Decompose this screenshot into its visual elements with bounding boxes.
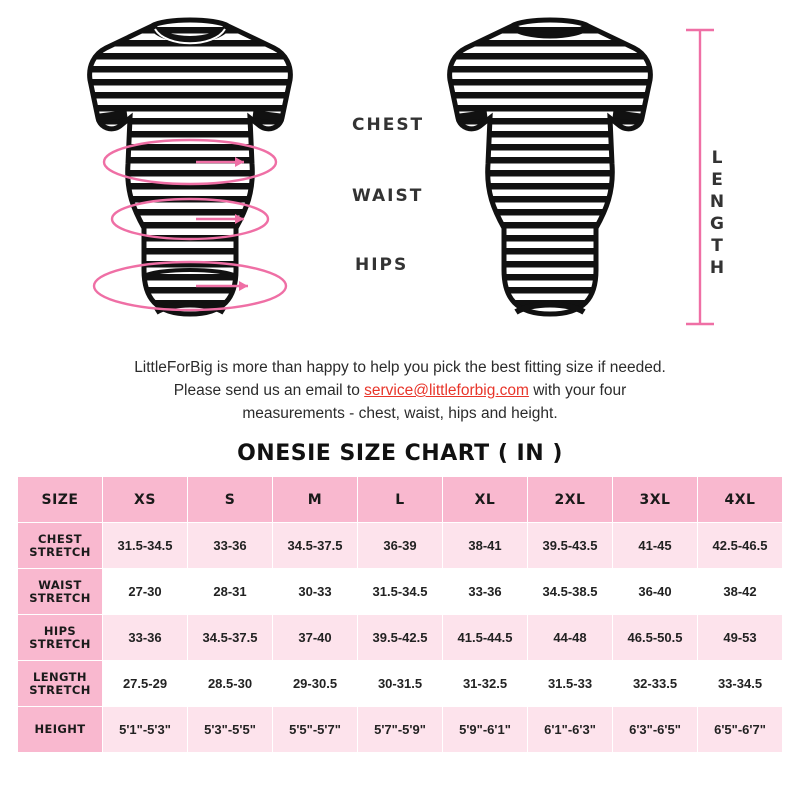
row-label-hips-stretch (18, 615, 103, 661)
cell-hips-xs: 33-36 (103, 615, 188, 661)
cell-height-m: 5'5"-5'7" (273, 707, 358, 753)
row-label-hips-line1: HIPS (43, 623, 77, 638)
waist-label: WAIST (352, 186, 424, 206)
cell-waist-s: 28-31 (188, 569, 273, 615)
cell-length-s: 28.5-30 (188, 661, 273, 707)
cell-hips-4xl: 49-53 (698, 615, 783, 661)
support-email-link[interactable]: service@littleforbig.com (364, 382, 529, 399)
cell-height-xs: 5'1"-5'3" (103, 707, 188, 753)
header-size: SIZE (18, 477, 103, 523)
cell-length-3xl: 32-33.5 (613, 661, 698, 707)
header-size-xl: XL (443, 477, 528, 523)
hips-label: HIPS (355, 255, 409, 275)
cell-length-m: 29-30.5 (273, 661, 358, 707)
onesie-front-image (60, 14, 320, 334)
cell-height-4xl: 6'5"-6'7" (698, 707, 783, 753)
help-line-2 (50, 379, 750, 402)
cell-waist-xl: 33-36 (443, 569, 528, 615)
header-size-xs: XS (103, 477, 188, 523)
table-row (18, 615, 783, 661)
cell-height-3xl: 6'3"-6'5" (613, 707, 698, 753)
help-text (50, 356, 750, 425)
cell-waist-2xl: 34.5-38.5 (528, 569, 613, 615)
row-label-height-line1: HEIGHT (34, 722, 86, 736)
table-row (18, 707, 783, 753)
cell-chest-xl: 38-41 (443, 523, 528, 569)
cell-chest-s: 33-36 (188, 523, 273, 569)
row-label-height (18, 707, 103, 753)
size-chart-table-wrapper (17, 476, 783, 753)
header-size-s: S (188, 477, 273, 523)
cell-chest-4xl: 42.5-46.5 (698, 523, 783, 569)
row-label-waist-stretch (18, 569, 103, 615)
cell-chest-2xl: 39.5-43.5 (528, 523, 613, 569)
help-line-2-suffix: with your four (528, 382, 627, 399)
cell-hips-2xl: 44-48 (528, 615, 613, 661)
cell-length-xs: 27.5-29 (103, 661, 188, 707)
cell-height-xl: 5'9"-6'1" (443, 707, 528, 753)
cell-waist-xs: 27-30 (103, 569, 188, 615)
cell-chest-l: 36-39 (358, 523, 443, 569)
cell-waist-4xl: 38-42 (698, 569, 783, 615)
cell-height-s: 5'3"-5'5" (188, 707, 273, 753)
garment-illustration (0, 0, 800, 350)
cell-height-l: 5'7"-5'9" (358, 707, 443, 753)
row-label-waist-line1: WAIST (38, 577, 82, 592)
cell-length-xl: 31-32.5 (443, 661, 528, 707)
row-label-chest-line1: CHEST (37, 531, 83, 546)
header-size-2xl: 2XL (528, 477, 613, 523)
onesie-back-image (420, 14, 680, 334)
cell-waist-3xl: 36-40 (613, 569, 698, 615)
cell-height-2xl: 6'1"-6'3" (528, 707, 613, 753)
table-row (18, 569, 783, 615)
row-label-waist-line2: STRETCH (29, 590, 91, 605)
table-row (18, 661, 783, 707)
header-size-m: M (273, 477, 358, 523)
cell-hips-m: 37-40 (273, 615, 358, 661)
help-line-1: LittleForBig is more than happy to help you pick the best fitting size if needed. (134, 359, 666, 376)
chest-label: CHEST (352, 115, 425, 135)
row-label-length-stretch (18, 661, 103, 707)
header-size-4xl: 4XL (698, 477, 783, 523)
cell-chest-m: 34.5-37.5 (273, 523, 358, 569)
cell-length-2xl: 31.5-33 (528, 661, 613, 707)
table-header-row (18, 477, 783, 523)
cell-hips-l: 39.5-42.5 (358, 615, 443, 661)
header-size-l: L (358, 477, 443, 523)
cell-chest-3xl: 41-45 (613, 523, 698, 569)
cell-length-l: 30-31.5 (358, 661, 443, 707)
size-chart-table (17, 476, 783, 753)
help-line-3: measurements - chest, waist, hips and height. (242, 405, 558, 422)
cell-chest-xs: 31.5-34.5 (103, 523, 188, 569)
row-label-length-line1: LENGTH (33, 669, 87, 684)
length-label: LENGTH (707, 148, 727, 280)
row-label-length-line2: STRETCH (29, 682, 91, 697)
cell-waist-m: 30-33 (273, 569, 358, 615)
cell-hips-3xl: 46.5-50.5 (613, 615, 698, 661)
row-label-chest-line2: STRETCH (29, 544, 91, 559)
row-label-chest-stretch (18, 523, 103, 569)
help-line-2-prefix: Please send us an email to (173, 382, 365, 399)
row-label-hips-line2: STRETCH (29, 636, 91, 651)
cell-hips-s: 34.5-37.5 (188, 615, 273, 661)
length-bracket-icon (680, 14, 720, 334)
header-size-3xl: 3XL (613, 477, 698, 523)
page-title: ONESIE SIZE CHART ( IN ) (237, 441, 563, 466)
cell-hips-xl: 41.5-44.5 (443, 615, 528, 661)
cell-length-4xl: 33-34.5 (698, 661, 783, 707)
table-row (18, 523, 783, 569)
cell-waist-l: 31.5-34.5 (358, 569, 443, 615)
